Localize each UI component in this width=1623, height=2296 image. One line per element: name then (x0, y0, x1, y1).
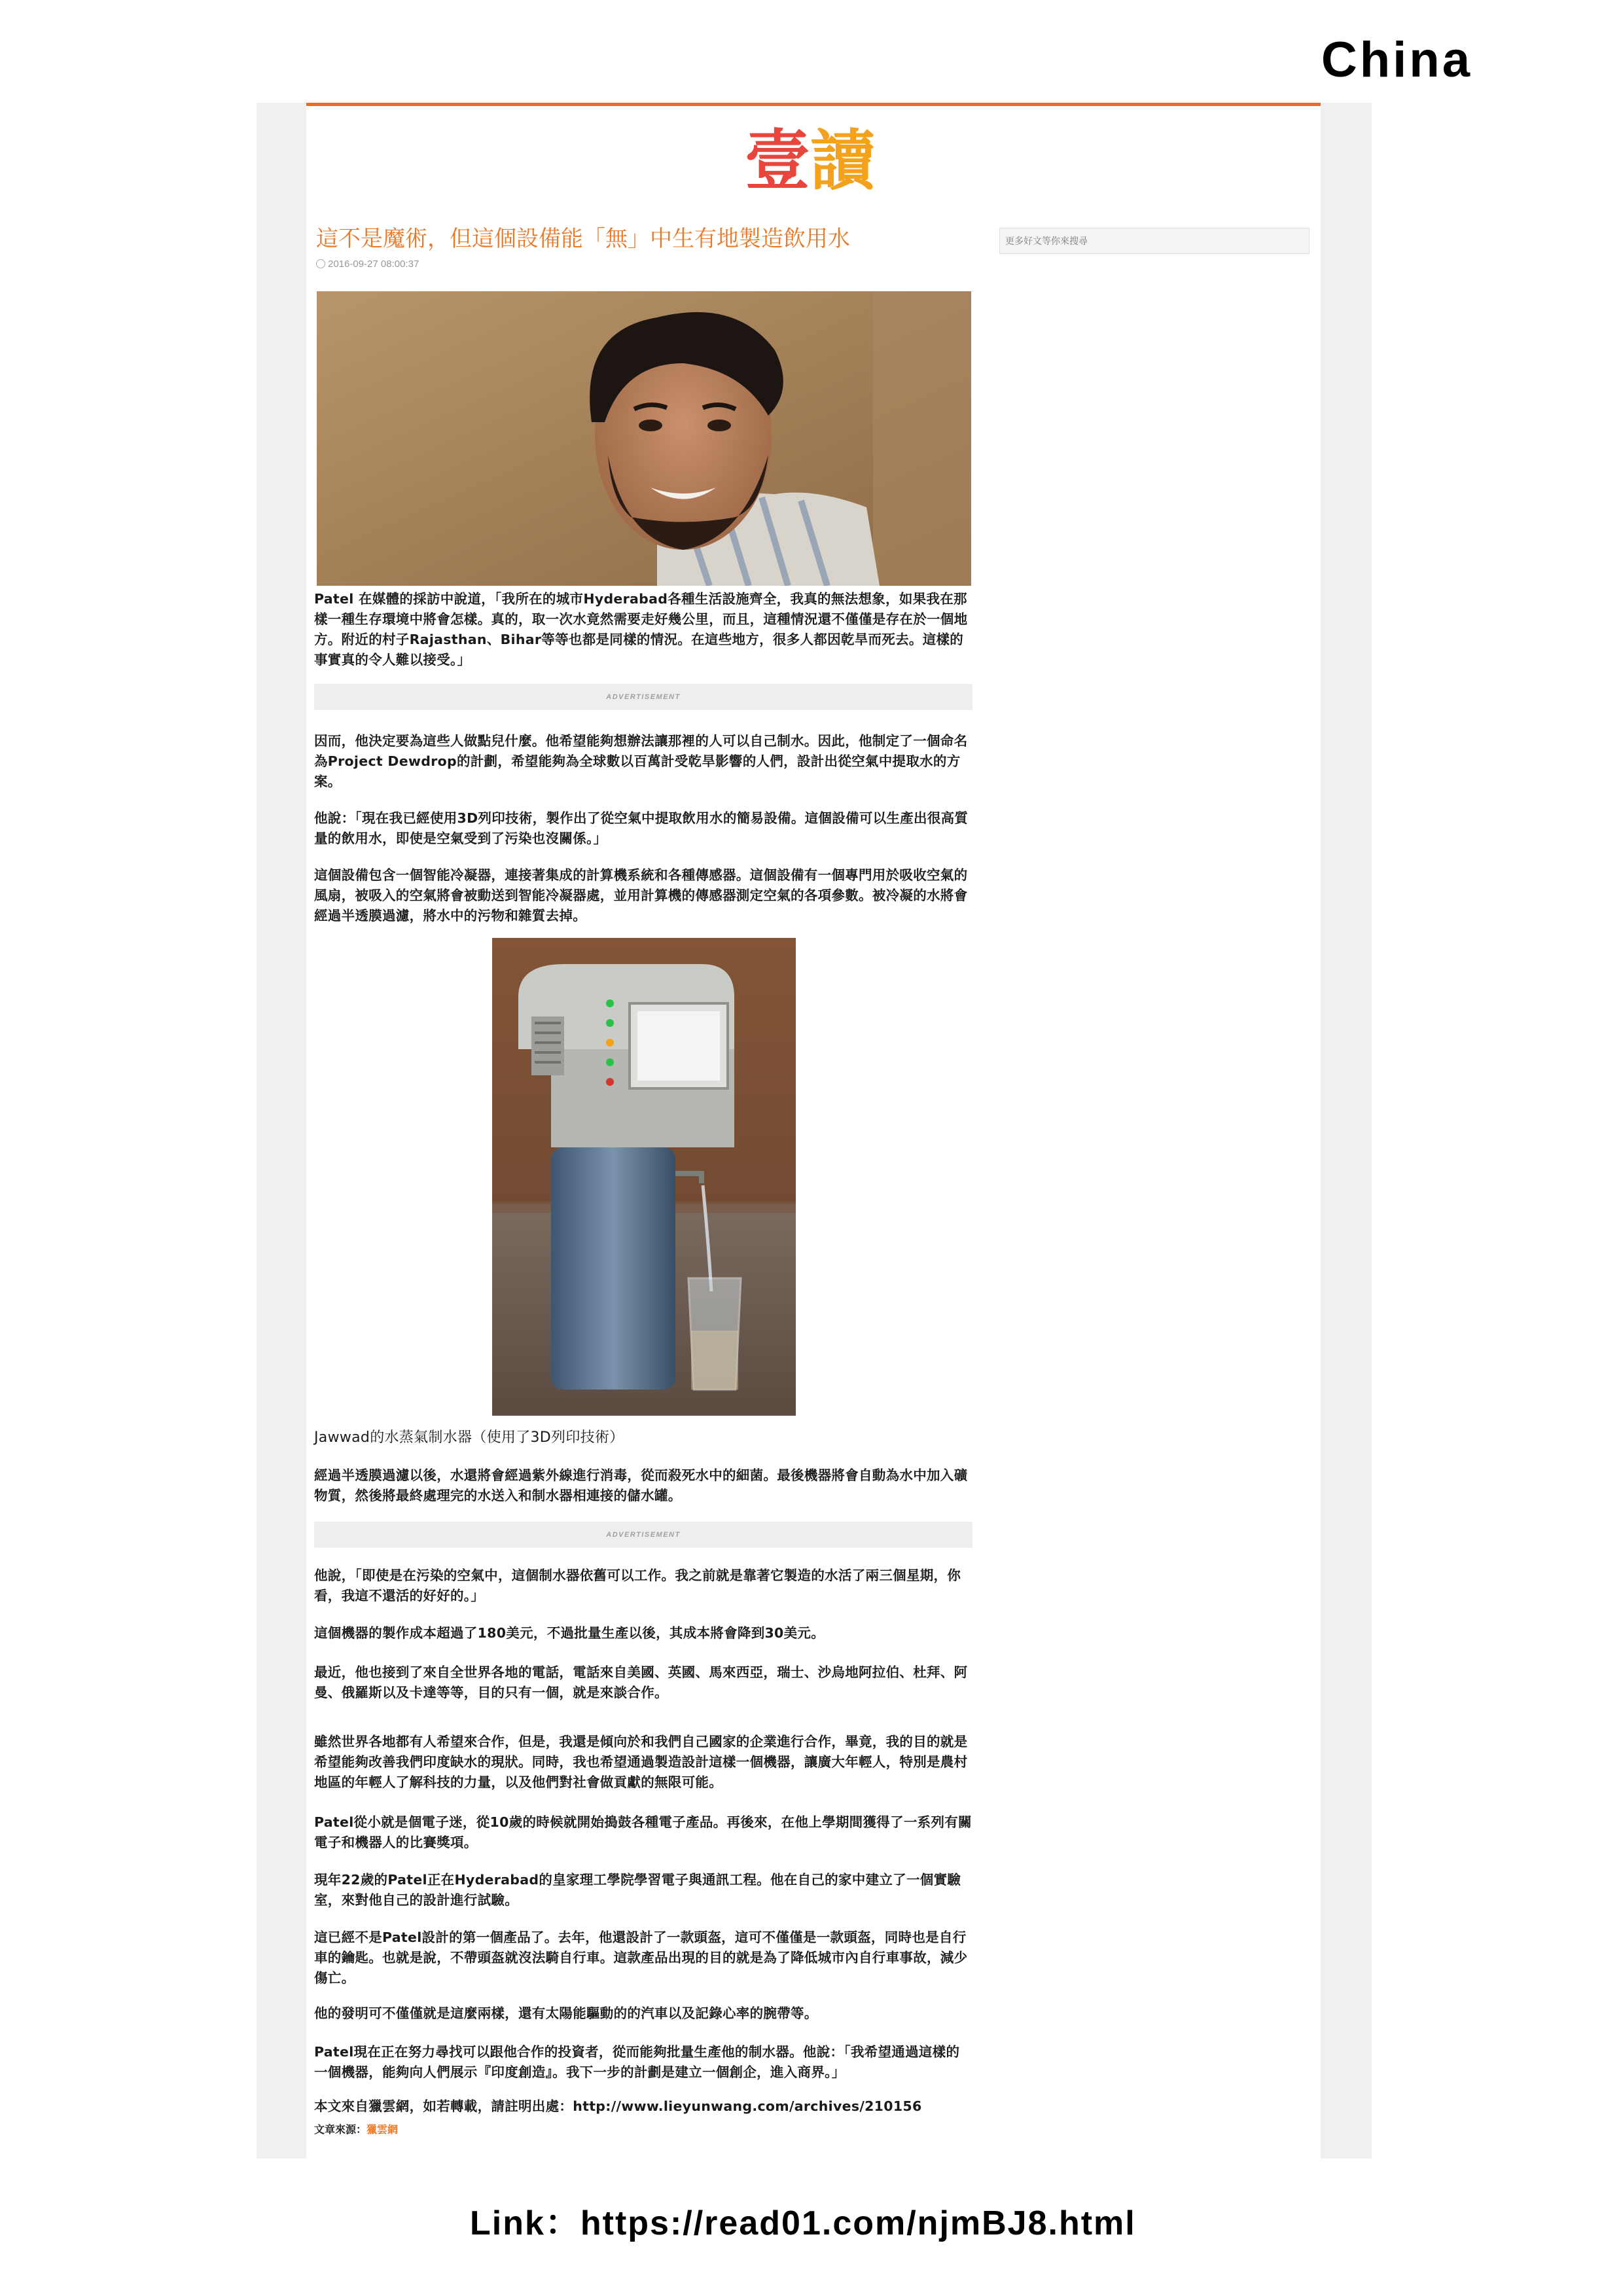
paragraph-11: 現年22歲的Patel正在Hyderabad的皇家理工學院學習電子與通訊工程。他在自己的家中建立了一個實驗室，來對他自己的設計進行試驗。 (314, 1872, 961, 1908)
logo-char-2: 讀 (810, 122, 876, 199)
portrait-illustration (317, 291, 971, 586)
paragraph-14: Patel現在正在努力尋找可以跟他合作的投資者，從而能夠批量生產他的制水器。他說：「我希望通過這樣的一個機器，能夠向人們展示『印度創造』。我下一步的計劃是建立一個創企，進入商界。」 (314, 2044, 960, 2080)
portrait-photo (317, 291, 971, 586)
paragraph-12: 這已經不是Patel設計的第一個產品了。去年，他還設計了一款頭盔，這可不僅僅是一款頭盔，同時也是自行車的鑰匙。也就是說，不帶頭盔就沒法騎自行車。這款產品出現的目的就是為了降低城市內自行車事故，減少傷亡。 (314, 1929, 968, 1986)
water-generator-illustration (492, 938, 796, 1416)
top-orange-rule (306, 103, 1321, 106)
paragraph-8: 最近，他也接到了來自全世界各地的電話，電話來自美國、英國、馬來西亞，瑞士、沙烏地阿拉伯、杜拜、阿曼、俄羅斯以及卡達等等，目的只有一個，就是來談合作。 (314, 1664, 968, 1700)
advertisement-banner-2: ADVERTISEMENT (314, 1522, 972, 1548)
logo-char-1: 壹 (745, 122, 810, 199)
paragraph-15: 本文來自獵雲網，如若轉載，請註明出處：http://www.lieyunwang.com/archives/210156 (314, 2098, 922, 2114)
country-label: China (1321, 32, 1472, 88)
source-label: 文章來源： (314, 2123, 367, 2136)
paragraph-4: 這個設備包含一個智能冷凝器，連接著集成的計算機系統和各種傳感器。這個設備有一個專門用於吸收空氣的風扇，被吸入的空氣將會被動送到智能冷凝器處，並用計算機的傳感器測定空氣的各項參數。被冷凝的水將會經過半透膜過濾，將水中的污物和雜質去掉。 (314, 867, 968, 924)
article-date (316, 259, 419, 270)
site-logo[interactable] (745, 121, 895, 200)
source-link[interactable]: 獵雲網 (366, 2123, 399, 2136)
article-source (314, 2121, 398, 2136)
water-generator-photo (492, 938, 796, 1416)
paragraph-7: 這個機器的製作成本超過了180美元，不過批量生產以後，其成本將會降到30美元。 (314, 1625, 825, 1641)
paragraph-6: 他說，「即使是在污染的空氣中，這個制水器依舊可以工作。我之前就是靠著它製造的水活了兩三個星期，你看，我這不還活的好好的。」 (314, 1568, 961, 1604)
paragraph-10: Patel從小就是個電子迷，從10歲的時候就開始搗鼓各種電子產品。再後來，在他上學期間獲得了一系列有關電子和機器人的比賽獎項。 (314, 1814, 972, 1850)
advertisement-banner-1: ADVERTISEMENT (314, 684, 972, 710)
date-text: 2016-09-27 08:00:37 (328, 259, 419, 270)
image-caption: Jawwad的水蒸氣制水器（使用了3D列印技術） (314, 1429, 624, 1446)
paragraph-2: 因而，他決定要為這些人做點兒什麼。他希望能夠想辦法讓那裡的人可以自己制水。因此，他制定了一個命名為Project Dewdrop的計劃，希望能夠為全球數以百萬計受乾旱影響的人們，設計出從空氣中提取水的方案。 (314, 733, 968, 789)
paragraph-9: 雖然世界各地都有人希望來合作，但是，我還是傾向於和我們自己國家的企業進行合作，畢竟，我的目的就是希望能夠改善我們印度缺水的現狀。同時，我也希望通過製造設計這樣一個機器，讓廣大年輕人，特別是農村地區的年輕人了解科技的力量，以及他們對社會做貢獻的無限可能。 (314, 1734, 968, 1790)
article-title: 這不是魔術，但這個設備能「無」中生有地製造飲用水 (316, 226, 850, 252)
article-page (306, 103, 1321, 2159)
sidebar-search-input[interactable]: 更多好文等你來搜尋 (999, 228, 1310, 254)
paragraph-3: 他說：「現在我已經使用3D列印技術，製作出了從空氣中提取飲用水的簡易設備。這個設備可以生產出很高質量的飲用水，即使是空氣受到了污染也沒關係。」 (314, 810, 969, 846)
paragraph-5: 經過半透膜過濾以後，水還將會經過紫外線進行消毒，從而殺死水中的細菌。最後機器將會自動為水中加入礦物質，然後將最終處理完的水送入和制水器相連接的儲水罐。 (314, 1467, 968, 1503)
footer-link[interactable]: Link：https://read01.com/njmBJ8.html (470, 2204, 1136, 2242)
clock-icon (316, 259, 325, 268)
paragraph-1: Patel 在媒體的採訪中說道，「我所在的城市Hyderabad各種生活設施齊全，我真的無法想象，如果我在那樣一種生存環境中將會怎樣。真的，取一次水竟然需要走好幾公里，而且，這種情況還不僅僅是存在於一個地方。附近的村子Rajasthan、Bihar等等也都是同樣的情況。在這些地方，很多人都因乾旱而死去。這樣的事實真的令人難以接受。」 (314, 591, 968, 668)
paragraph-13: 他的發明可不僅僅就是這麼兩樣，還有太陽能驅動的的汽車以及記錄心率的腕帶等。 (314, 2005, 818, 2021)
